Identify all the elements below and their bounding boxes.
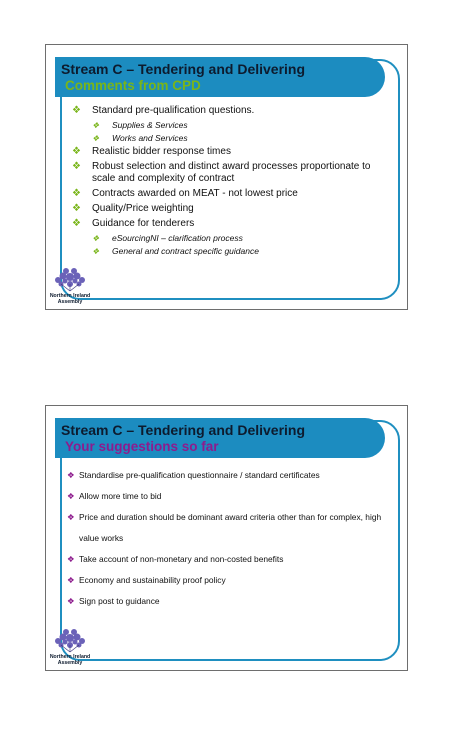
logo-line-1: Northern Ireland (49, 654, 91, 660)
list-item: ❖ Sign post to guidance (65, 591, 385, 612)
list-item: ❖ eSourcingNI – clarification process (92, 233, 243, 243)
list-item: ❖ Allow more time to bid (65, 486, 385, 507)
bullet-icon: ❖ (92, 234, 100, 243)
flax-flower-icon (52, 267, 88, 293)
slide-subtitle: Comments from CPD (65, 78, 201, 93)
slide-subtitle: Your suggestions so far (65, 439, 219, 454)
bullet-icon: ❖ (67, 491, 75, 501)
bullet-icon: ❖ (67, 470, 75, 480)
slide-1 (45, 44, 408, 310)
bullet-icon: ❖ (92, 247, 100, 256)
assembly-logo (48, 628, 92, 666)
bullet-icon: ❖ (67, 596, 75, 606)
slide-title: Stream C – Tendering and Delivering (61, 61, 306, 77)
bullet-icon: ❖ (67, 512, 75, 522)
bullet-icon: ❖ (67, 575, 75, 585)
list-item: ❖ Take account of non-monetary and non-costed benefits (65, 549, 385, 570)
slide-title: Stream C – Tendering and Delivering (61, 422, 306, 438)
flax-flower-icon (52, 628, 88, 654)
bullet-icon: ❖ (92, 134, 100, 143)
bullet-list (65, 465, 385, 612)
assembly-logo (48, 267, 92, 305)
bullet-icon: ❖ (72, 188, 81, 199)
list-item: ❖ Price and duration should be dominant award criteria other than for complex, high value works (65, 507, 385, 549)
bullet-icon: ❖ (67, 554, 75, 564)
slide-header (55, 57, 385, 97)
bullet-icon: ❖ (72, 105, 81, 116)
logo-line-1: Northern Ireland (49, 293, 91, 299)
list-item: ❖ Standard pre-qualification questions. (72, 105, 255, 116)
logo-line-2: Assembly (57, 660, 83, 666)
bullet-icon: ❖ (92, 121, 100, 130)
bullet-list (68, 105, 388, 259)
bullet-icon: ❖ (72, 218, 81, 229)
list-item: ❖ Realistic bidder response times (72, 146, 231, 157)
logo-line-2: Assembly (57, 299, 83, 305)
bullet-icon: ❖ (72, 203, 81, 214)
list-item: ❖ Quality/Price weighting (72, 203, 194, 214)
list-item: ❖ Contracts awarded on MEAT - not lowest price (72, 188, 298, 199)
list-item: ❖ Works and Services (92, 133, 188, 143)
list-item: ❖ Guidance for tenderers (72, 218, 195, 229)
list-item: ❖ Standardise pre-qualification questionnaire / standard certificates (65, 465, 385, 486)
list-item: ❖ General and contract specific guidance (92, 246, 259, 256)
list-item: ❖ Economy and sustainability proof policy (65, 570, 385, 591)
list-item: ❖ Supplies & Services (92, 120, 188, 130)
slide-2 (45, 405, 408, 671)
list-item: ❖ Robust selection and distinct award processes proportionate to scale and complexity of contract (72, 161, 371, 184)
bullet-icon: ❖ (72, 146, 81, 157)
bullet-icon: ❖ (72, 161, 81, 172)
slide-header (55, 418, 385, 458)
